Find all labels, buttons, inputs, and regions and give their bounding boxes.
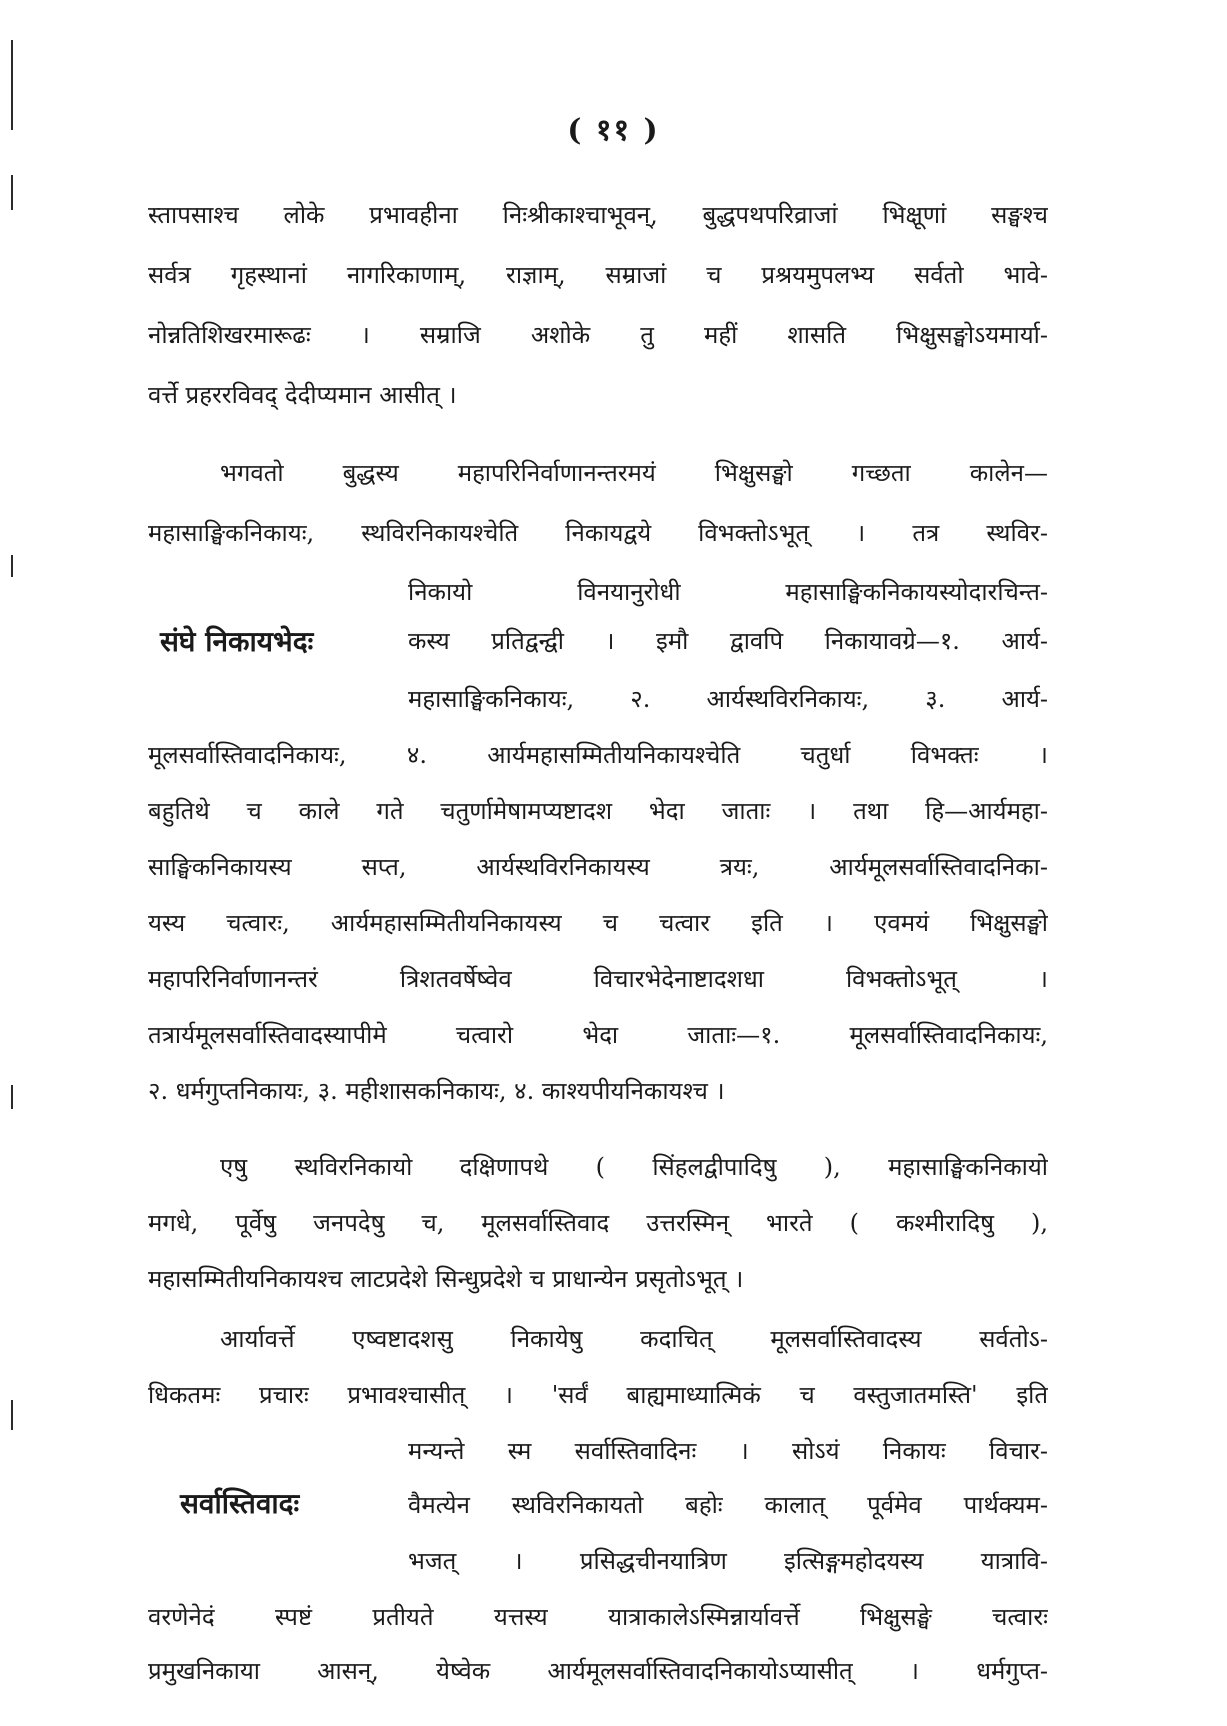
text-line: महासम्मितीयनिकायश्च लाटप्रदेशे सिन्धुप्रदेशे च प्राधान्येन प्रसृतोऽभूत् । (148, 1265, 744, 1293)
text-line: महासाङ्घिकनिकायः, स्थविरनिकायश्चेति निकायद्वये विभक्तोऽभूत् । तत्र स्थविर- (148, 519, 1048, 547)
text-line: वरणेनेदं स्पष्टं प्रतीयते यत्तस्य यात्राकालेऽस्मिन्नार्यावर्त्ते भिक्षुसङ्घे चत्वारः (148, 1603, 1048, 1631)
text-line: स्तापसाश्च लोके प्रभावहीना निःश्रीकाश्चाभूवन्, बुद्धपथपरिव्राजां भिक्षूणां सङ्घश्च (148, 201, 1048, 229)
text-line: मगधे, पूर्वेषु जनपदेषु च, मूलसर्वास्तिवाद उत्तरस्मिन् भारते ( कश्मीरादिषु ), (148, 1209, 1048, 1237)
text-line: कस्य प्रतिद्वन्द्वी । इमौ द्वावपि निकायावग्रे—१. आर्य- (408, 627, 1048, 655)
text-line: एषु स्थविरनिकायो दक्षिणापथे ( सिंहलद्वीपादिषु ), महासाङ्घिकनिकायो (220, 1153, 1048, 1181)
margin-rule-bottom (11, 1085, 13, 1109)
text-line: मूलसर्वास्तिवादनिकायः, ४. आर्यमहासम्मितीयनिकायश्चेति चतुर्धा विभक्तः । (148, 741, 1048, 769)
margin-rule-end (11, 1400, 13, 1430)
text-line: वर्त्ते प्रहररविवद् देदीप्यमान आसीत् । (148, 381, 457, 409)
text-line: प्रमुखनिकाया आसन्, येष्वेक आर्यमूलसर्वास्तिवादनिकायोऽप्यासीत् । धर्मगुप्त- (148, 1657, 1048, 1685)
margin-rule-lower (11, 555, 13, 577)
text-line: महापरिनिर्वाणानन्तरं त्रिशतवर्षेष्वेव विचारभेदेनाष्टादशधा विभक्तोऽभूत् । (148, 965, 1048, 993)
text-line: धिकतमः प्रचारः प्रभावश्चासीत् । 'सर्वं बाह्यमाध्यात्मिकं च वस्तुजातमस्ति' इति (148, 1381, 1048, 1409)
text-line: २. धर्मगुप्तनिकायः, ३. महीशासकनिकायः, ४. काश्यपीयनिकायश्च । (148, 1077, 725, 1105)
text-line: मन्यन्ते स्म सर्वास्तिवादिनः । सोऽयं निकायः विचार- (408, 1437, 1048, 1465)
text-line: निकायो विनयानुरोधी महासाङ्घिकनिकायस्योदारचिन्त- (408, 578, 1048, 606)
side-heading-sarvastivada: सर्वास्तिवादः (180, 1487, 300, 1520)
text-line: सर्वत्र गृहस्थानां नागरिकाणाम्, राज्ञाम्, सम्राजां च प्रश्रयमुपलभ्य सर्वतो भावे- (148, 261, 1048, 289)
text-line: साङ्घिकनिकायस्य सप्त, आर्यस्थविरनिकायस्य त्रयः, आर्यमूलसर्वास्तिवादनिका- (148, 853, 1048, 881)
text-line: भगवतो बुद्धस्य महापरिनिर्वाणानन्तरमयं भिक्षुसङ्घो गच्छता कालेन— (220, 459, 1048, 487)
text-line: भजत् । प्रसिद्धचीनयात्रिण इत्सिङ्गमहोदयस्य यात्रावि- (408, 1547, 1048, 1575)
page-number: ( ११ ) (567, 113, 660, 148)
text-line: वैमत्येन स्थविरनिकायतो बहोः कालात् पूर्वमेव पार्थक्यम- (408, 1491, 1048, 1519)
text-line: तत्रार्यमूलसर्वास्तिवादस्यापीमे चत्वारो भेदा जाताः—१. मूलसर्वास्तिवादनिकायः, (148, 1021, 1048, 1049)
margin-rule-mid (11, 175, 13, 210)
side-heading-nikayabheda: संघे निकायभेदः (160, 625, 314, 658)
text-line: नोन्नतिशिखरमारूढः । सम्राजि अशोके तु महीं शासति भिक्षुसङ्घोऽयमार्या- (148, 321, 1048, 349)
text-line: यस्य चत्वारः, आर्यमहासम्मितीयनिकायस्य च चत्वार इति । एवमयं भिक्षुसङ्घो (148, 909, 1048, 937)
text-line: आर्यावर्त्ते एष्वष्टादशसु निकायेषु कदाचित् मूलसर्वास्तिवादस्य सर्वतोऽ- (220, 1325, 1048, 1353)
text-line: बहुतिथे च काले गते चतुर्णामेषामप्यष्टादश भेदा जाताः । तथा हि—आर्यमहा- (148, 797, 1048, 825)
text-line: महासाङ्घिकनिकायः, २. आर्यस्थविरनिकायः, ३. आर्य- (408, 685, 1048, 713)
